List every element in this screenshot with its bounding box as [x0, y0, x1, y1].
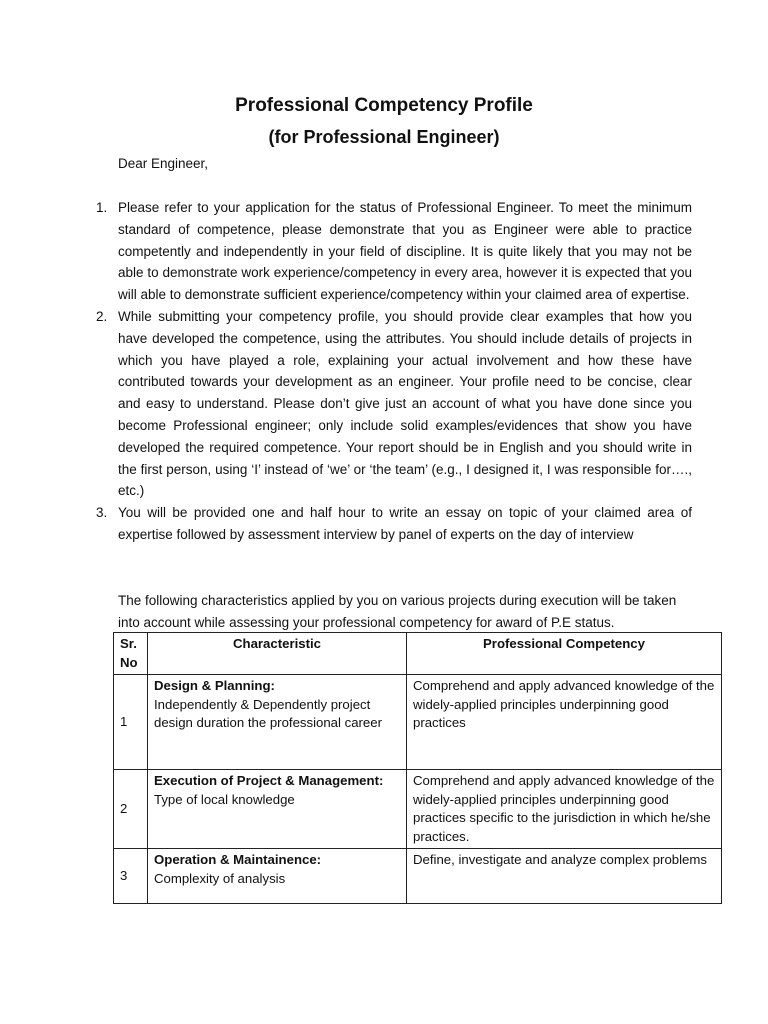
header-professional-competency: Professional Competency [407, 633, 722, 675]
list-item [96, 502, 692, 546]
cell-competency: Define, investigate and analyze complex problems [407, 849, 722, 904]
table-row [114, 849, 722, 904]
characteristic-description: Independently & Dependently project design duration the professional career [154, 696, 382, 730]
table-intro-paragraph: The following characteristics applied by you on various projects during execution will be taken into account while assessing your professional competency for award of P.E status. [118, 593, 677, 630]
header-sr-no: Sr. No [114, 633, 148, 675]
list-item-text: While submitting your competency profile, you should provide clear examples that how you have developed the competence, using the attributes. You should include details of projects in which you have played a role, explaining your actual involvement and how these have contributed towards your development as an engineer. Your profile need to be concise, clear and easy to understand. Please don’t give just an account of what you have done since you become Professional engineer; only include solid examples/evidences that show you have developed the required competence. Your report should be in English and you should write in the first person, using ‘I’ instead of ‘we’ or ‘the team’ (e.g., I designed it, I was responsible for…., etc.) [118, 308, 692, 499]
table-header-row [114, 633, 722, 675]
list-item-number: 3. [96, 505, 108, 521]
cell-competency: Comprehend and apply advanced knowledge of the widely-applied principles underpinning good practices [407, 675, 722, 770]
header-characteristic: Characteristic [148, 633, 407, 675]
cell-competency: Comprehend and apply advanced knowledge of the widely-applied principles underpinning good practices specific to the jurisdiction in which he/she practices. [407, 770, 722, 849]
list-item-number: 2. [96, 308, 108, 324]
page-subtitle: (for Professional Engineer) [268, 127, 500, 147]
table-row [114, 675, 722, 770]
salutation: Dear Engineer, [118, 156, 209, 171]
cell-characteristic [148, 675, 407, 770]
list-item-text: Please refer to your application for the status of Professional Engineer. To meet the minimum standard of competence, please demonstrate that you as Engineer were able to practice competently and independently in your field of discipline. It is quite likely that you may not be able to demonstrate work experience/competency in every area, however it is expected that you will able to demonstrate sufficient experience/competency within your claimed area of expertise. [118, 200, 692, 303]
list-item-text: You will be provided one and half hour to write an essay on topic of your claimed area of expertise followed by assessment interview by panel of experts on the day of interview [118, 505, 692, 542]
characteristic-title: Execution of Project & Management: [154, 773, 384, 788]
characteristic-description: Complexity of analysis [154, 870, 286, 886]
table-row [114, 770, 722, 849]
cell-characteristic [148, 849, 407, 904]
cell-sr-number: 2 [114, 770, 148, 849]
cell-sr-number: 1 [114, 675, 148, 770]
characteristic-description: Type of local knowledge [154, 791, 295, 807]
page-title: Professional Competency Profile [235, 95, 533, 116]
cell-characteristic [148, 770, 407, 849]
characteristic-title: Design & Planning: [154, 678, 275, 693]
instruction-list [96, 197, 692, 546]
cell-sr-number: 3 [114, 849, 148, 904]
list-item [96, 306, 692, 502]
list-item-number: 1. [96, 200, 108, 215]
competency-table [113, 632, 722, 904]
characteristic-title: Operation & Maintainence: [154, 852, 322, 867]
list-item [96, 197, 692, 306]
